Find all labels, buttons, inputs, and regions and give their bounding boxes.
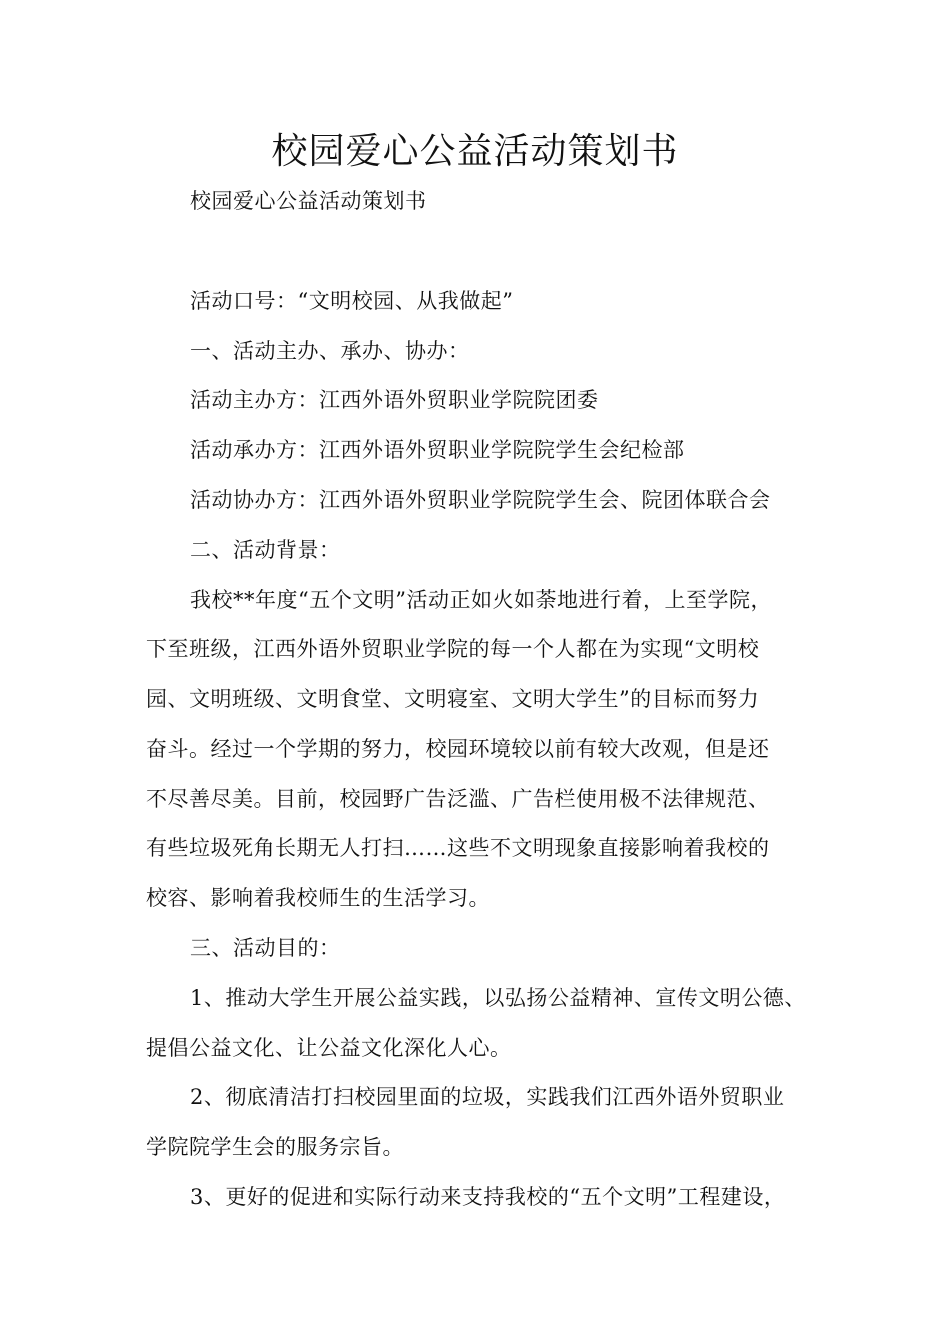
activity-slogan: 活动口号：“文明校园、从我做起” (190, 289, 514, 313)
goal-1-line: 1、推动大学生开展公益实践，以弘扬公益精神、宣传文明公德、 (190, 986, 806, 1010)
goal-3-line: 3、更好的促进和实际行动来支持我校的“五个文明”工程建设， (190, 1185, 786, 1209)
background-paragraph-line: 奋斗。经过一个学期的努力，校园环境较以前有较大改观，但是还 (146, 737, 770, 761)
document-title: 校园爱心公益活动策划书 (271, 131, 679, 172)
background-paragraph-line: 校容、影响着我校师生的生活学习。 (146, 886, 490, 910)
goal-2-line: 2、彻底清洁打扫校园里面的垃圾，实践我们江西外语外贸职业 (190, 1085, 785, 1109)
goal-2-line: 学院院学生会的服务宗旨。 (146, 1135, 404, 1159)
background-paragraph-line: 有些垃圾死角长期无人打扫……这些不文明现象直接影响着我校的 (146, 836, 770, 860)
background-paragraph-line: 我校**年度“五个文明”活动正如火如荼地进行着，上至学院， (190, 588, 772, 612)
goal-1-line: 提倡公益文化、让公益文化深化人心。 (146, 1036, 512, 1060)
undertaker-line: 活动承办方：江西外语外贸职业学院院学生会纪检部 (190, 438, 685, 462)
section-heading-goals: 三、活动目的： (190, 936, 341, 960)
background-paragraph-line: 不尽善尽美。目前，校园野广告泛滥、广告栏使用极不法律规范、 (146, 787, 770, 811)
organizer-line: 活动主办方：江西外语外贸职业学院院团委 (190, 388, 599, 412)
document-subtitle: 校园爱心公益活动策划书 (190, 189, 427, 213)
section-heading-background: 二、活动背景： (190, 538, 341, 562)
section-heading-organizers: 一、活动主办、承办、协办： (190, 339, 470, 363)
background-paragraph-line: 下至班级，江西外语外贸职业学院的每一个人都在为实现“文明校 (146, 637, 760, 661)
background-paragraph-line: 园、文明班级、文明食堂、文明寝室、文明大学生”的目标而努力 (146, 687, 760, 711)
co-organizer-line: 活动协办方：江西外语外贸职业学院院学生会、院团体联合会 (190, 488, 771, 512)
